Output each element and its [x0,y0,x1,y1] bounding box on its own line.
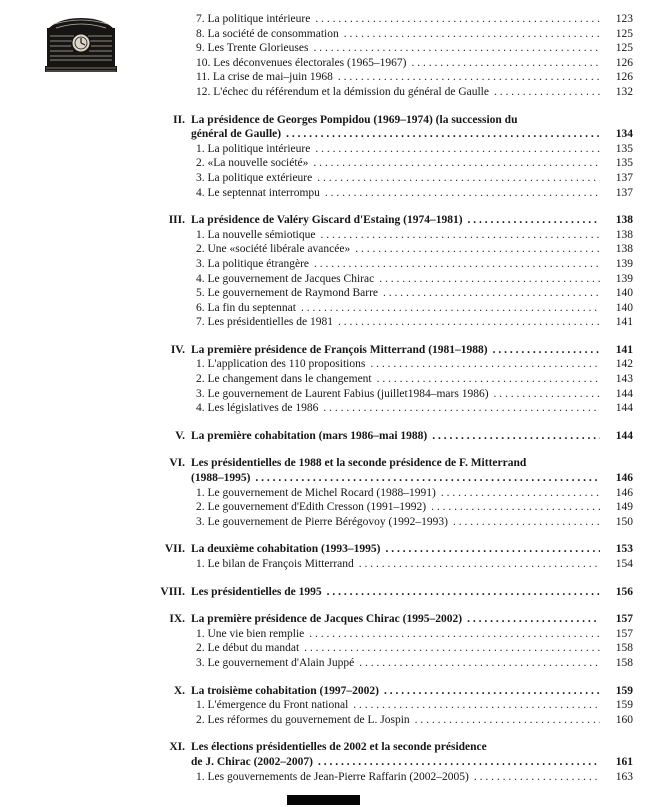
page-number: 153 [615,543,633,556]
entry-title: 2. Le changement dans le changement [196,373,372,386]
entry-title-continued: de J. Chirac (2002–2007) [191,755,314,768]
page-number: 158 [615,642,633,655]
toc-row [196,770,633,785]
toc-row [196,401,633,416]
entry-title: 5. Le gouvernement de Raymond Barre [196,287,379,300]
engraved-building-vignette-icon [44,16,118,76]
toc-row [196,286,633,301]
page-number: 144 [615,402,633,415]
scan-artifact-bar [287,795,360,805]
toc-sub-entry [191,301,633,316]
entry-title: 3. La politique étrangère [196,257,310,270]
dot-leader [338,70,600,85]
toc-row [196,242,633,257]
toc-sub-entry [191,272,633,287]
entry-title: 2. Le début du mandat [196,642,300,655]
page-number: 159 [615,684,633,697]
toc-row [169,456,633,471]
dot-leader [379,272,600,287]
entry-title: 4. Le septennat interrompu [196,186,320,199]
page-number: 132 [615,85,633,98]
toc-row [173,684,633,699]
toc-row [196,56,633,71]
entry-title: 12. L'échec du référendum et la démission du général de Gaulle [196,85,489,98]
toc-sub-entry [191,387,633,402]
section-numeral: IV. [170,343,185,356]
entry-title: 7. Les présidentielles de 1981 [196,316,334,329]
dot-leader [415,713,600,728]
dot-leader [493,343,600,358]
page-number: 126 [615,56,633,69]
toc-sub-entry [191,12,633,27]
page-number: 126 [615,71,633,84]
toc-row [191,127,633,142]
toc-row [196,85,633,100]
page-number: 139 [615,257,633,270]
dot-leader [432,429,600,444]
entry-title: 1. L'application des 110 propositions [196,358,366,371]
entry-title: 2. «La nouvelle société» [196,157,309,170]
page-number: 146 [615,486,633,499]
page-number: 139 [615,272,633,285]
page-number: 154 [615,558,633,570]
dot-leader [453,515,600,530]
toc-section-entry [168,213,633,228]
toc-section-entry [160,585,633,600]
entry-title: 9. Les Trente Glorieuses [196,42,309,55]
toc-row [196,41,633,56]
toc-section-entry [169,740,633,769]
page-number: 144 [615,387,633,400]
toc-sub-entry [191,41,633,56]
section-numeral: VI. [169,457,185,470]
toc-row [196,272,633,287]
dot-leader [370,357,600,372]
page-number: 156 [615,585,633,598]
page-number: 135 [615,157,633,170]
toc-sub-entry [191,171,633,186]
entry-title: 2. Les réformes du gouvernement de L. Jospin [196,713,410,726]
toc-sub-entry [191,627,633,642]
toc-row [191,471,633,486]
entry-title: 6. La fin du septennat [196,301,296,314]
dot-leader [467,612,600,627]
toc-section-entry [169,612,633,627]
entry-title: La première cohabitation (mars 1986–mai 1988) [191,429,428,442]
entry-title: 1. L'émergence du Front national [196,699,349,712]
entry-title: Les élections présidentielles de 2002 et la seconde présidence [191,741,487,754]
page-number: 134 [615,128,633,141]
dot-leader [304,641,600,656]
dot-leader [315,142,600,157]
page-number: 123 [615,13,633,25]
entry-title: 3. Le gouvernement de Pierre Bérégovoy (1992–1993) [196,515,448,528]
toc-row [196,228,633,243]
dot-leader [353,698,600,713]
dot-leader [431,500,600,515]
toc-row [196,142,633,157]
entry-title: La troisième cohabitation (1997–2002) [191,684,379,697]
section-numeral: VIII. [160,585,185,598]
dot-leader [255,471,600,486]
dot-leader [384,684,600,699]
toc-sub-entry [191,515,633,530]
dot-leader [359,656,600,671]
page-number: 150 [615,515,633,528]
entry-title: Les présidentielles de 1988 et la seconde présidence de F. Mitterrand [191,457,527,470]
toc-section-entry [170,343,633,358]
toc-row [196,372,633,387]
toc-sub-entry [191,357,633,372]
entry-title: 1. Le bilan de François Mitterrand [196,558,354,570]
dot-leader [468,213,600,228]
toc-sub-entry [191,186,633,201]
dot-leader [359,557,600,572]
dot-leader [327,585,600,600]
section-numeral: II. [173,113,185,126]
toc-row [196,257,633,272]
toc-row [196,641,633,656]
toc-sub-entry [191,156,633,171]
page-number: 140 [615,287,633,300]
toc-row [196,500,633,515]
entry-title: 10. Les déconvenues électorales (1965–1967) [196,56,407,69]
page-number: 144 [615,429,633,442]
section-numeral: XI. [169,741,185,754]
toc-row [196,515,633,530]
toc-sub-entry [191,641,633,656]
toc-row [196,156,633,171]
page-number: 157 [615,613,633,626]
page-number: 143 [615,373,633,386]
entry-title-continued: général de Gaulle) [191,128,282,141]
toc-section-entry [169,456,633,485]
dot-leader [301,301,600,316]
page-number: 138 [615,243,633,256]
section-numeral: VII. [164,543,185,556]
entry-title: 1. La politique intérieure [196,142,311,155]
toc-sub-entry [191,142,633,157]
table-of-contents [160,12,633,784]
entry-title: Les présidentielles de 1995 [191,585,322,598]
toc-sub-entry [191,500,633,515]
toc-section-entry [164,542,633,557]
page-number: 138 [615,214,633,227]
toc-section-entry [173,113,633,142]
page-number: 157 [615,627,633,640]
dot-leader [355,242,600,257]
toc-sub-entry [191,770,633,785]
dot-leader [314,257,600,272]
toc-section-entry [173,684,633,699]
dot-leader [338,315,600,330]
toc-sub-entry [191,486,633,501]
entry-title: 1. Les gouvernements de Jean-Pierre Raffarin (2002–2005) [196,770,469,783]
page-number: 141 [615,316,633,329]
dot-leader [494,387,600,402]
toc-section-entry [175,429,633,444]
toc-row [196,713,633,728]
toc-sub-entry [191,557,633,572]
entry-title: 11. La crise de mai–juin 1968 [196,71,333,84]
page-number: 135 [615,142,633,155]
toc-row [164,542,633,557]
dot-leader [317,171,600,186]
entry-title: La présidence de Georges Pompidou (1969–1974) (la succession du [191,113,518,126]
toc-sub-entry [191,228,633,243]
page-number: 125 [615,27,633,40]
dot-leader [313,41,600,56]
dot-leader [325,186,600,201]
entry-title: 1. Le gouvernement de Michel Rocard (1988–1991) [196,486,436,499]
toc-row [196,656,633,671]
toc-sub-entry [191,286,633,301]
page-number: 142 [615,358,633,371]
toc-row [196,698,633,713]
entry-title: 2. Le gouvernement d'Edith Cresson (1991–1992) [196,501,427,514]
entry-title: 3. La politique extérieure [196,171,313,184]
dot-leader [474,770,600,785]
toc-row [168,213,633,228]
page-number: 137 [615,171,633,184]
entry-title: 7. La politique intérieure [196,13,311,25]
toc-sub-entry [191,698,633,713]
dot-leader [377,372,600,387]
entry-title: 4. Le gouvernement de Jacques Chirac [196,272,375,285]
toc-sub-entry [191,315,633,330]
dot-leader [385,542,600,557]
entry-title: 3. Le gouvernement d'Alain Juppé [196,656,355,669]
dot-leader [309,627,600,642]
section-numeral: X. [173,684,185,697]
dot-leader [323,401,600,416]
page-number: 161 [615,755,633,768]
toc-sub-entry [191,372,633,387]
toc-row [169,740,633,755]
toc-row [160,585,633,600]
dot-leader [318,755,600,770]
toc-row [196,70,633,85]
toc-sub-entry [191,656,633,671]
entry-title: La première présidence de François Mitterrand (1981–1988) [191,343,488,356]
toc-row [196,12,633,27]
toc-sub-entry [191,70,633,85]
entry-title: 2. Une «société libérale avancée» [196,243,351,256]
toc-row [196,186,633,201]
page-number: 149 [615,501,633,514]
entry-title-continued: (1988–1995) [191,472,251,485]
toc-sub-entry [191,713,633,728]
page-number: 163 [615,770,633,783]
entry-title: La présidence de Valéry Giscard d'Estaing (1974–1981) [191,214,463,227]
toc-row [196,27,633,42]
toc-sub-entry [191,27,633,42]
page-number: 125 [615,42,633,55]
toc-row [196,301,633,316]
toc-row [175,429,633,444]
toc-row [196,486,633,501]
dot-leader [286,127,600,142]
toc-row [196,627,633,642]
entry-title: 8. La société de consommation [196,27,339,40]
entry-title: 1. Une vie bien remplie [196,627,305,640]
dot-leader [494,85,600,100]
toc-sub-entry [191,56,633,71]
toc-row [196,387,633,402]
section-numeral: IX. [169,613,185,626]
page-number: 159 [615,699,633,712]
toc-row [196,557,633,572]
toc-sub-entry [191,401,633,416]
dot-leader [383,286,600,301]
dot-leader [313,156,600,171]
toc-row [170,343,633,358]
page-number: 141 [615,343,633,356]
dot-leader [320,228,600,243]
toc-row [196,171,633,186]
dot-leader [315,12,600,27]
entry-title: La deuxième cohabitation (1993–1995) [191,543,381,556]
entry-title: 4. Les législatives de 1986 [196,402,319,415]
toc-row [196,315,633,330]
toc-row [173,113,633,128]
page-number: 140 [615,301,633,314]
toc-sub-entry [191,257,633,272]
page-number: 137 [615,186,633,199]
page-number: 160 [615,713,633,726]
section-numeral: III. [168,214,185,227]
page-number: 146 [615,472,633,485]
section-numeral: V. [175,429,185,442]
entry-title: 1. La nouvelle sémiotique [196,228,316,241]
toc-row [191,755,633,770]
toc-row [169,612,633,627]
page-number: 158 [615,656,633,669]
page-number: 138 [615,228,633,241]
toc-sub-entry [191,242,633,257]
toc-row [196,357,633,372]
entry-title: 3. Le gouvernement de Laurent Fabius (juillet1984–mars 1986) [196,387,489,400]
dot-leader [441,486,600,501]
dot-leader [411,56,600,71]
dot-leader [344,27,600,42]
toc-sub-entry [191,85,633,100]
entry-title: La première présidence de Jacques Chirac (1995–2002) [191,613,463,626]
